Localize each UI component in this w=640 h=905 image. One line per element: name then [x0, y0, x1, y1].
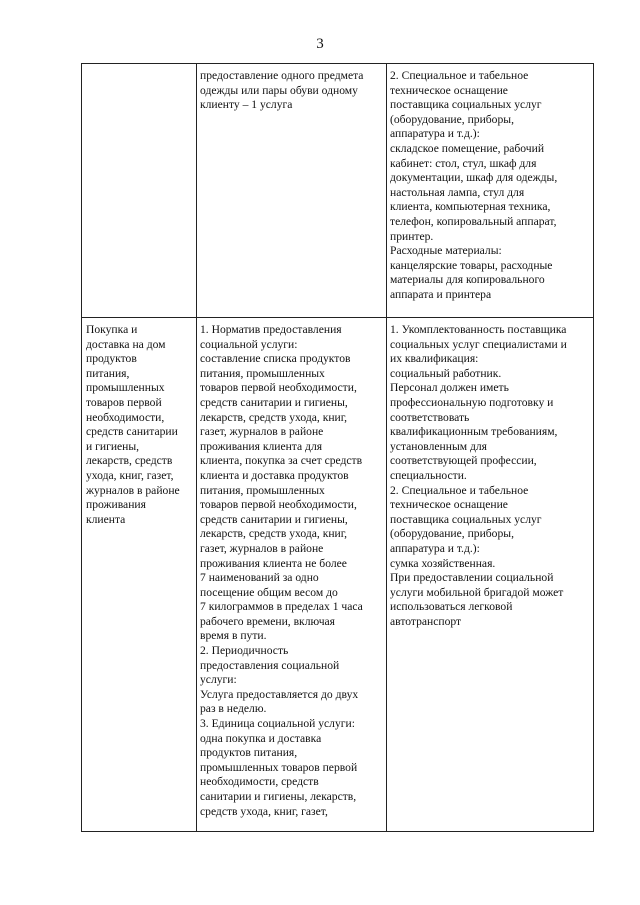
text-line: газет, журналов в районе — [200, 425, 324, 439]
text-line: настольная лампа, стул для — [390, 185, 525, 199]
text-line: и гигиены, — [86, 439, 140, 453]
text-line: доставка на дом — [86, 337, 166, 351]
text-line: их квалификация: — [390, 352, 479, 366]
text-line: использоваться легковой — [390, 600, 513, 614]
text-line: аппарата и принтера — [390, 287, 492, 301]
text-line: Расходные материалы: — [390, 244, 502, 258]
text-line: сумка хозяйственная. — [390, 556, 496, 570]
text-line: проживания клиента для — [200, 439, 323, 453]
text-line: 7 наименований за одно — [200, 571, 319, 585]
text-line: соответствовать — [390, 410, 470, 424]
text-line: техническое оснащение — [390, 83, 508, 97]
text-line: профессиональную подготовку и — [390, 395, 554, 409]
text-line: средств санитарии и гигиены, — [200, 512, 348, 526]
text-line: 2. Специальное и табельное — [390, 483, 529, 497]
text-line: продуктов питания, — [200, 746, 298, 760]
text-line: предоставление одного предмета — [200, 69, 364, 82]
text-line: услуги мобильной бригадой может — [390, 585, 564, 599]
text-line: соответствующей профессии, — [390, 454, 537, 468]
text-line: клиента, покупка за счет средств — [200, 454, 363, 468]
text-line: санитарии и гигиены, лекарств, — [200, 790, 357, 803]
text-line: автотранспорт — [390, 614, 462, 628]
text-line: раз в неделю. — [200, 702, 267, 716]
text-line: социальный работник. — [390, 366, 502, 380]
text-line: установленным для — [390, 439, 488, 453]
text-line: проживания — [86, 498, 146, 512]
text-line: Покупка и — [86, 323, 138, 336]
text-line: питания, — [86, 366, 130, 380]
text-line: газет, журналов в районе — [200, 541, 324, 555]
text-line: (оборудование, приборы, — [390, 112, 514, 126]
text-line: рабочего времени, включая — [200, 614, 336, 628]
text-line: проживания клиента не более — [200, 556, 347, 570]
text-line: посещение общим весом до — [200, 585, 338, 599]
text-line: клиента — [86, 512, 126, 526]
text-line: материалы для копировального — [390, 273, 545, 287]
text-line: телефон, копировальный аппарат, — [390, 214, 557, 228]
text-line: канцелярские товары, расходные — [390, 258, 553, 272]
text-line: поставщика социальных услуг — [390, 512, 542, 526]
text-line: лекарств, средств — [86, 454, 173, 468]
service-standard-cell — [197, 64, 387, 318]
text-line: товаров первой необходимости, — [200, 498, 357, 512]
text-line: средств санитарии и гигиены, — [200, 395, 348, 409]
text-line: составление списка продуктов — [200, 352, 351, 366]
text-line: социальной услуги: — [200, 337, 298, 351]
text-line: необходимости, — [86, 410, 165, 424]
text-line: принтер. — [390, 229, 434, 243]
table-row — [82, 64, 594, 318]
text-line: лекарств, средств ухода, книг, — [200, 410, 348, 424]
text-line: 7 килограммов в пределах 1 часа — [200, 600, 363, 614]
text-line: кабинет: стол, стул, шкаф для — [390, 156, 537, 170]
text-line: документации, шкаф для одежды, — [390, 171, 558, 185]
text-line: При предоставлении социальной — [390, 571, 554, 585]
text-line: складское помещение, рабочий — [390, 141, 545, 155]
text-line: социальных услуг специалистами и — [390, 337, 567, 351]
text-line: товаров первой — [86, 395, 162, 409]
text-line: одежды или пары обуви одному — [200, 83, 358, 97]
text-line: 3. Единица социальной услуги: — [200, 717, 355, 731]
text-line: промышленных товаров первой — [200, 760, 358, 774]
page-number: 3 — [316, 36, 324, 52]
services-table — [81, 63, 594, 832]
text-line: клиента, компьютерная техника, — [390, 200, 551, 214]
text-line: (оборудование, приборы, — [390, 527, 514, 541]
text-line: необходимости, средств — [200, 775, 319, 789]
text-line: техническое оснащение — [390, 498, 508, 512]
text-line: Персонал должен иметь — [390, 381, 509, 395]
text-line: поставщика социальных услуг — [390, 98, 542, 112]
service-standard-cell — [197, 318, 387, 832]
service-name-cell — [82, 318, 197, 832]
text-line: питания, промышленных — [200, 483, 325, 497]
text-line: лекарств, средств ухода, книг, — [200, 527, 348, 541]
text-line: питания, промышленных — [200, 366, 325, 380]
text-line: 2. Периодичность — [200, 644, 289, 658]
text-line: клиента и доставка продуктов — [200, 468, 349, 482]
service-conditions-cell — [387, 64, 594, 318]
text-line: средств ухода, книг, газет, — [200, 804, 328, 818]
text-line: товаров первой необходимости, — [200, 381, 357, 395]
text-line: промышленных — [86, 381, 165, 395]
text-line: продуктов — [86, 352, 137, 366]
text-line: средств санитарии — [86, 425, 178, 439]
text-line: одна покупка и доставка — [200, 731, 322, 745]
service-conditions-cell — [387, 318, 594, 832]
text-line: 2. Специальное и табельное — [390, 69, 529, 82]
service-name-cell — [82, 64, 197, 318]
text-line: Услуга предоставляется до двух — [200, 687, 359, 701]
text-line: ухода, книг, газет, — [86, 468, 174, 482]
table-row — [82, 318, 594, 832]
text-line: квалификационным требованиям, — [390, 425, 558, 439]
text-line: специальности. — [390, 468, 467, 482]
text-line: 1. Норматив предоставления — [200, 323, 342, 336]
text-line: клиенту – 1 услуга — [200, 98, 293, 112]
text-line: журналов в районе — [86, 483, 180, 497]
text-line: время в пути. — [200, 629, 267, 643]
text-line: аппаратура и т.д.): — [390, 127, 480, 141]
text-line: услуги: — [200, 673, 237, 687]
text-line: аппаратура и т.д.): — [390, 541, 480, 555]
text-line: предоставления социальной — [200, 658, 340, 672]
text-line: 1. Укомплектованность поставщика — [390, 323, 567, 336]
